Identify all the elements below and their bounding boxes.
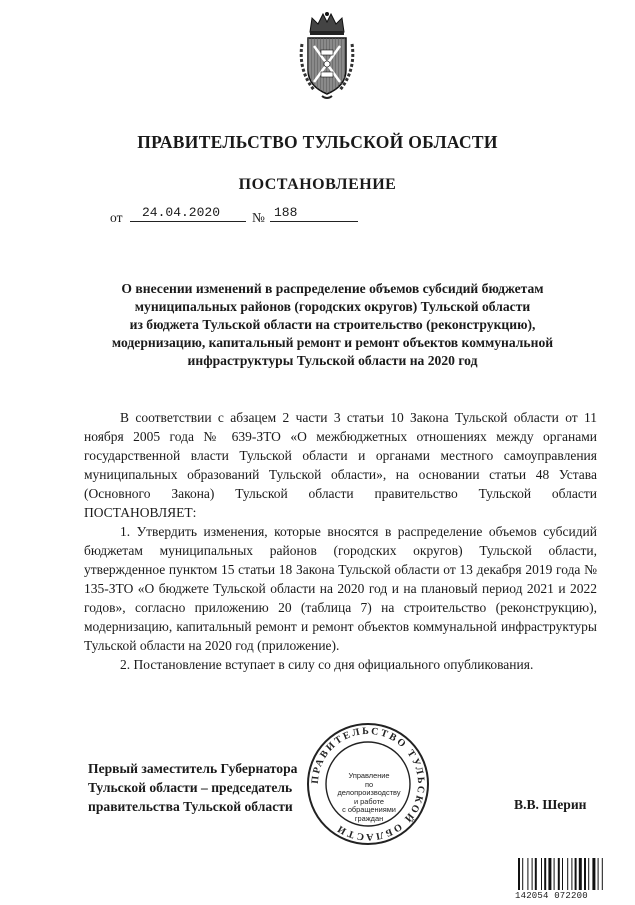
barcode-bar — [598, 858, 599, 890]
barcode-bar — [554, 858, 555, 890]
stamp-line: Управление — [348, 771, 390, 780]
government-title: ПРАВИТЕЛЬСТВО ТУЛЬСКОЙ ОБЛАСТИ — [137, 132, 498, 152]
stamp-center-text — [333, 772, 405, 824]
body-paragraph: 2. Постановление вступает в силу со дня официального опубликования. — [120, 657, 534, 672]
barcode-bar — [532, 858, 533, 890]
stamp-line: граждан — [354, 813, 384, 823]
position-line: правительства Тульской области — [88, 799, 293, 814]
barcode-bar — [527, 858, 528, 890]
document-type: ПОСТАНОВЛЕНИЕ — [238, 176, 397, 193]
body-paragraph: В соответствии с абзацем 2 части 3 статьи 10 Закона Тульской области от 11 ноября 2005 года № 639-ЗТО «О межбюджетных отношениях между органами государственной власти Тульской области и органами местного самоуправления муниципальных образований Тульской области», на основании статьи 48 Устава (Основного Закона) Тульской области правительство Тульской области ПОСТАНОВЛЯЕТ: — [84, 410, 597, 520]
subject-line: муниципальных районов (городских округов) Тульской области — [134, 299, 531, 314]
barcode-bar — [541, 858, 542, 890]
position-line: Первый заместитель Губернатора — [88, 761, 298, 776]
subject-line: модернизацию, капитальный ремонт и ремонт объектов коммунальной — [111, 335, 554, 350]
barcode-bar — [558, 858, 560, 890]
barcode-bar — [584, 858, 586, 890]
signatory-name: В.В. Шерин — [514, 797, 587, 812]
subject-line: инфраструктуры Тульской области на 2020 год — [187, 353, 478, 368]
barcode-bar — [548, 858, 551, 890]
barcode-bar — [571, 858, 572, 890]
barcode-bar — [535, 858, 537, 890]
barcode-bar — [567, 858, 568, 890]
barcode-bar — [602, 858, 603, 890]
stamp-ring-text: ПРАВИТЕЛЬСТВО ТУЛЬСКОЙ ОБЛАСТИ — [309, 725, 427, 843]
stamp-line: с обращениями — [342, 805, 396, 815]
document-body — [84, 408, 597, 674]
document-date: 24.04.2020 — [130, 205, 246, 222]
date-label: от — [110, 210, 123, 225]
signatory-position — [88, 759, 297, 816]
subject-line: О внесении изменений в распределение объемов субсидий бюджетам — [121, 281, 544, 296]
barcode-bar — [522, 858, 523, 890]
barcode-bar — [544, 858, 546, 890]
number-label: № — [252, 210, 265, 225]
barcode-bar — [575, 858, 577, 890]
barcode-number: 142054 072200 — [515, 891, 588, 901]
document-subject — [60, 280, 605, 370]
barcode-bar — [579, 858, 582, 890]
barcode-bar — [518, 858, 520, 890]
stamp-line: по делопроизводству — [337, 779, 401, 798]
stamp-line: и работе — [354, 796, 384, 806]
barcode-bar — [592, 858, 595, 890]
position-line: Тульской области – председатель — [88, 780, 293, 795]
subject-line: из бюджета Тульской области на строительство (реконструкцию), — [129, 317, 536, 332]
barcode-bar — [562, 858, 563, 890]
barcode-icon — [517, 858, 631, 894]
document-number: 188 — [270, 205, 358, 222]
body-paragraph: 1. Утвердить изменения, которые вносятся в распределение объемов субсидий бюджетам муниципальных районов (городских округов) Тульской области, утвержденное пунктом 15 статьи 18 Закона Тульской области от 13 декабря 2019 года № 135-ЗТО «О бюджете Тульской области на 2020 год и на плановый период 2021 и 2022 годов», согласно приложению 20 (таблица 7) на строительство (реконструкцию), модернизацию, капитальный ремонт и ремонт объектов коммунальной инфраструктуры Тульской области на 2020 год (приложение). — [84, 524, 597, 653]
tula-coat-of-arms-icon — [296, 10, 358, 102]
barcode-bar — [588, 858, 589, 890]
